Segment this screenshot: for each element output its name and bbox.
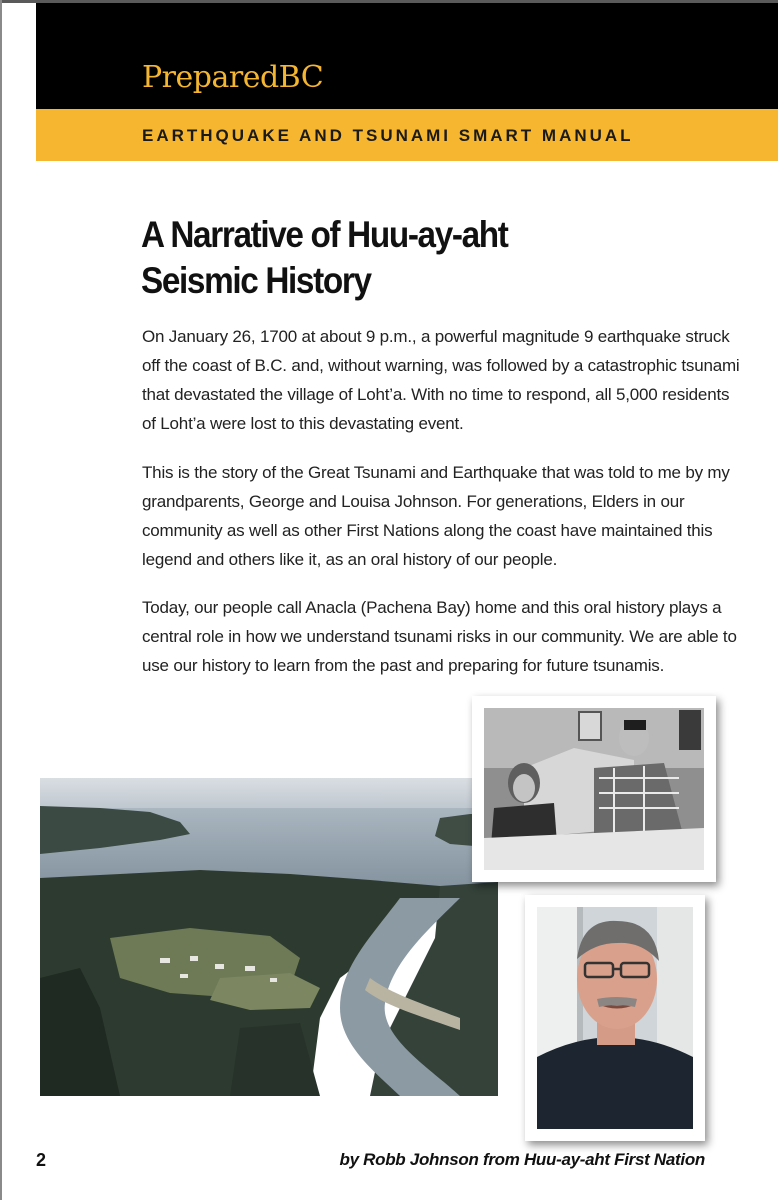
aerial-bay-photo [40, 778, 498, 1096]
paragraph-3: Today, our people call Anacla (Pachena Bay) home and this oral history plays a central role in how we understand tsunami risks in our community. We are able to use our history to learn from the past and preparing for future tsunamis. [142, 598, 737, 675]
author-portrait-frame [525, 895, 705, 1141]
brand-logo-text: PreparedBC [142, 60, 324, 95]
manual-subtitle: EARTHQUAKE AND TSUNAMI SMART MANUAL [142, 126, 634, 145]
article-title-line-2: Seismic History [141, 260, 371, 301]
article-title [141, 212, 645, 304]
author-portrait [537, 907, 693, 1129]
paragraph-1: On January 26, 1700 at about 9 p.m., a powerful magnitude 9 earthquake struck off the coast of B.C. and, without warning, was followed by a catastrophic tsunami that devastated the village of Loht’a. With no time to respond, all 5,000 residents of Loht’a were lost to this devastating event. [142, 327, 740, 433]
article-title-line-1: A Narrative of Huu-ay-aht [141, 214, 508, 255]
paragraph-2: This is the story of the Great Tsunami and Earthquake that was told to me by my grandparents, George and Louisa Johnson. For generations, Elders in our community as well as other First Nations along the coast have maintained this legend and others like it, as an oral history of our people. [142, 463, 730, 569]
elders-photo-frame [472, 696, 716, 882]
page-frame-left [0, 0, 2, 1200]
elders-photo [484, 708, 704, 870]
page-number: 2 [36, 1150, 47, 1170]
author-byline: by Robb Johnson from Huu-ay-aht First Nation [339, 1150, 705, 1169]
